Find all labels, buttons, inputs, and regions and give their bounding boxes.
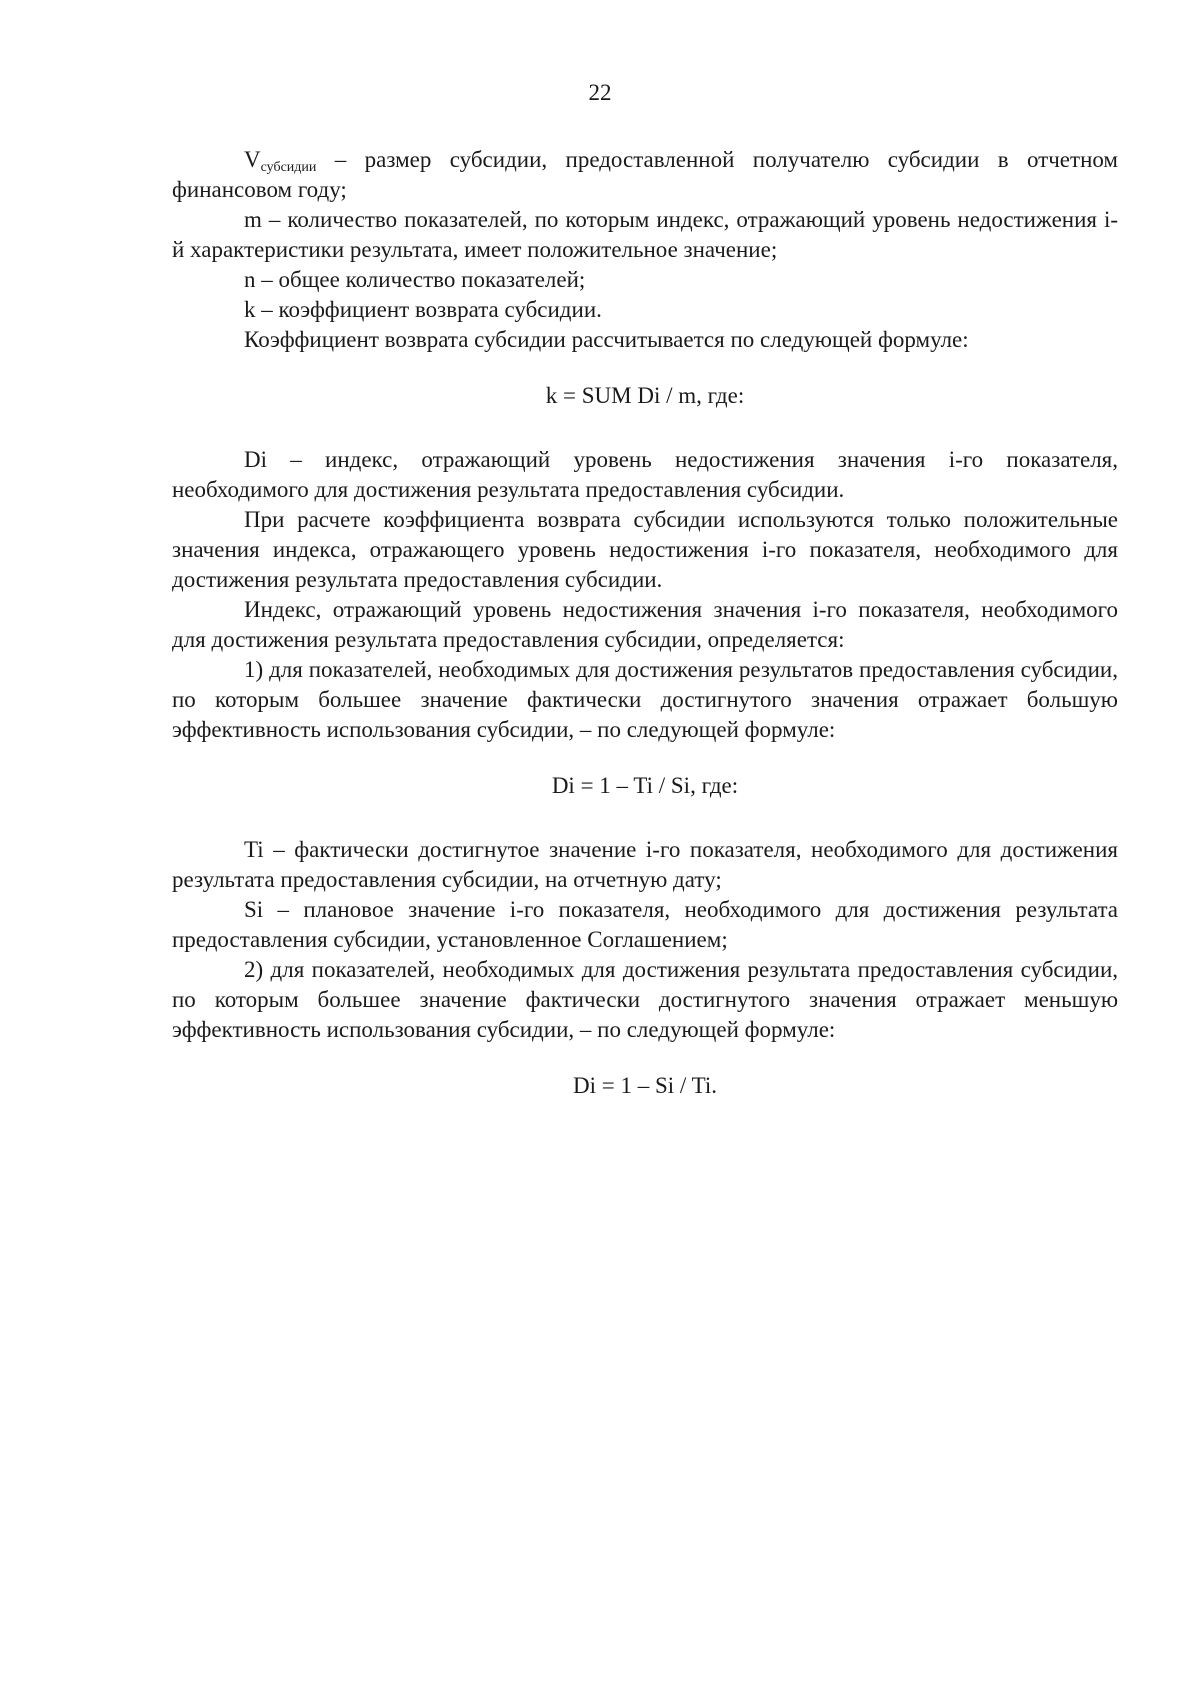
si-definition: Si – плановое значение i-го показателя, необходимого для достижения результата предоставления субсидии, установленное Соглашением; [172,897,1118,952]
k-formula-intro: Коэффициент возврата субсидии рассчитывается по следующей формуле: [244,327,969,352]
v-symbol: V [244,147,261,172]
di-definition: Di – индекс, отражающий уровень недостижения значения i-го показателя, необходимого для достижения результата предоставления субсидии. [172,447,1118,502]
positive-values-note: При расчете коэффициента возврата субсидии используются только положительные значения индекса, отражающего уровень недостижения i-го показателя, необходимого для достижения результата предоставления субсидии. [172,507,1118,592]
case-1-description: 1) для показателей, необходимых для достижения результатов предоставления субсидии, по которым большее значение фактически достигнутого значения отражает большую эффективность использования субсидии, – по следующей формуле: [172,657,1118,742]
index-intro: Индекс, отражающий уровень недостижения значения i-го показателя, необходимого для достижения результата предоставления субсидии, определяется: [172,597,1118,652]
v-subscript: субсидии [260,160,317,175]
v-definition [172,145,1118,205]
formula-case-2: Di = 1 – Si / Ti. [572,1073,717,1098]
k-definition: k – коэффициент возврата субсидии. [244,297,602,322]
ti-definition: Ti – фактически достигнутое значение i-го показателя, необходимого для достижения результата предоставления субсидии, на отчетную дату; [172,837,1118,892]
formula-k: k = SUM Di / m, где: [545,383,745,408]
page-number: 22 [588,80,612,105]
m-definition: m – количество показателей, по которым индекс, отражающий уровень недостижения i-й характеристики результата, имеет положительное значение; [172,207,1118,262]
formula-case-1: Di = 1 – Ti / Si, где: [551,773,739,798]
case-2-description: 2) для показателей, необходимых для достижения результата предоставления субсидии, по которым большее значение фактически достигнутого значения отражает меньшую эффективность использования субсидии, – по следующей формуле: [172,957,1118,1042]
n-definition: n – общее количество показателей; [244,267,586,292]
document-body [172,145,1118,1101]
v-definition-text: – размер субсидии, предоставленной получателю субсидии в отчетном финансовом году; [172,147,1118,202]
